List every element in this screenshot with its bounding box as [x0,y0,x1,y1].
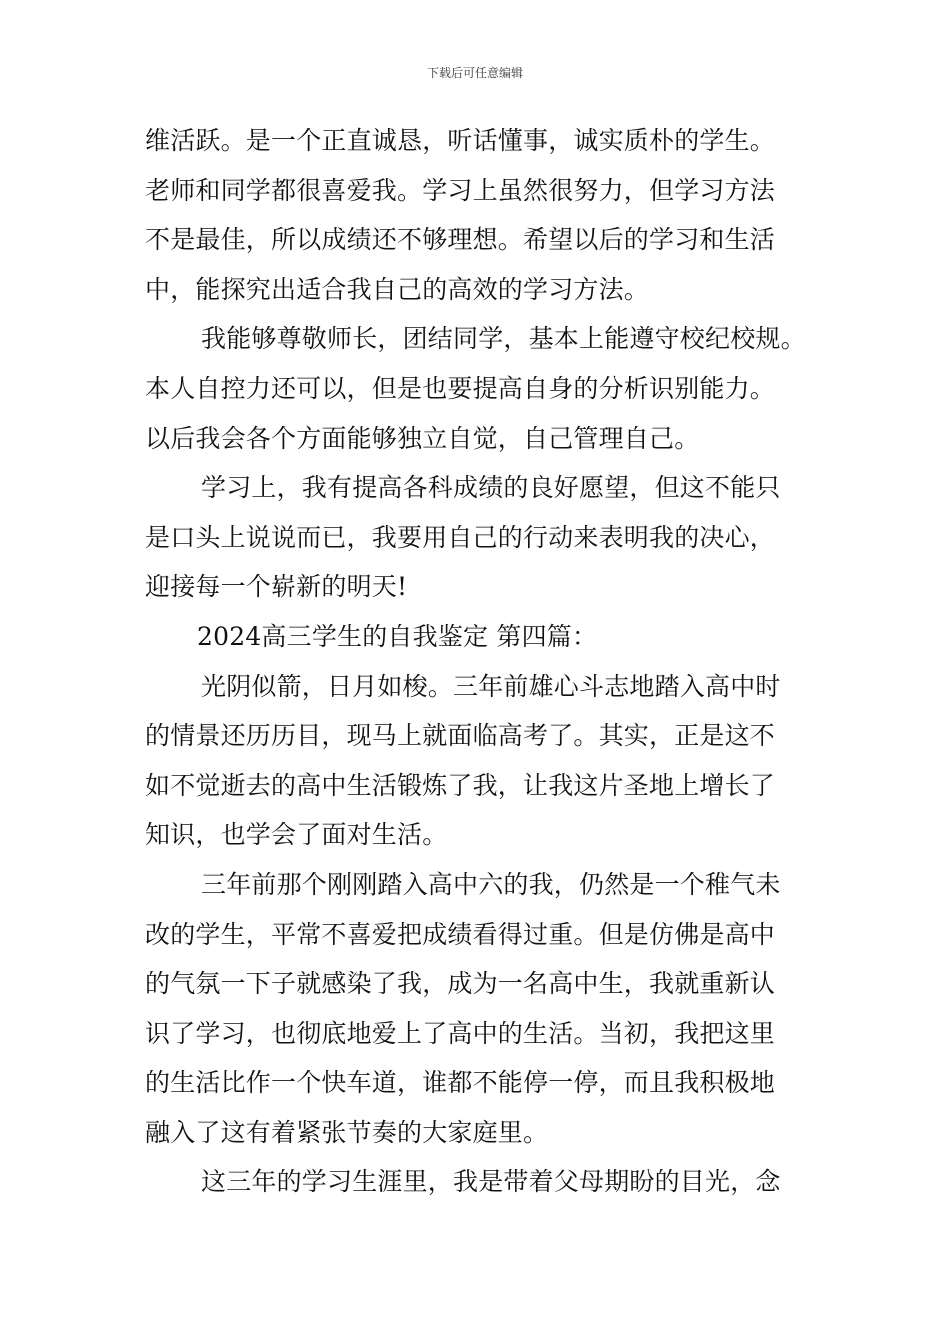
paragraph-line: 的情景还历历目，现马上就面临高考了。其实，正是这不 [145,721,776,751]
paragraph-line: 的生活比作一个快车道，谁都不能停一停，而且我积极地 [145,1068,776,1098]
paragraph-line: 学习上，我有提高各科成绩的良好愿望，但这不能只 [201,473,781,503]
paragraph-line: 如不觉逝去的高中生活锻炼了我，让我这片圣地上增长了 [145,770,776,800]
page-header: 下载后可任意编辑 [426,66,523,80]
paragraph-line: 以后我会各个方面能够独立自觉，自己管理自己。 [145,423,700,453]
paragraph-line: 维活跃。是一个正直诚恳，听话懂事，诚实质朴的学生。 [145,126,776,155]
paragraph-line: 迎接每一个崭新的明天! [145,572,408,602]
paragraph-line: 知识，也学会了面对生活。 [145,820,448,850]
paragraph-line: 我能够尊敬师长，团结同学，基本上能遵守校纪校规。 [201,324,806,354]
paragraph-line: 不是最佳，所以成绩还不够理想。希望以后的学习和生活 [145,225,776,255]
paragraph-line: 改的学生，平常不喜爱把成绩看得过重。但是仿佛是高中 [145,919,776,949]
paragraph-line: 识了学习，也彻底地爱上了高中的生活。当初，我把这里 [145,1018,776,1048]
paragraph-line: 融入了这有着紧张节奏的大家庭里。 [145,1117,549,1147]
section-heading: 2024高三学生的自我鉴定 第四篇： [197,621,598,651]
paragraph-line: 的气氛一下子就感染了我，成为一名高中生，我就重新认 [145,969,776,999]
paragraph-line: 这三年的学习生涯里，我是带着父母期盼的目光，念 [201,1167,781,1197]
paragraph-line: 本人自控力还可以，但是也要提高自身的分析识别能力。 [145,373,776,403]
paragraph-line: 中，能探究出适合我自己的高效的学习方法。 [145,274,650,304]
document-body [145,116,815,1207]
paragraph-line: 是口头上说说而已，我要用自己的行动来表明我的决心， [145,522,776,552]
paragraph-line: 三年前那个刚刚踏入高中六的我，仍然是一个稚气未 [201,869,781,899]
paragraph-line: 老师和同学都很喜爱我。学习上虽然很努力，但学习方法 [145,175,776,205]
paragraph-line: 光阴似箭，日月如梭。三年前雄心斗志地踏入高中时 [201,671,781,701]
